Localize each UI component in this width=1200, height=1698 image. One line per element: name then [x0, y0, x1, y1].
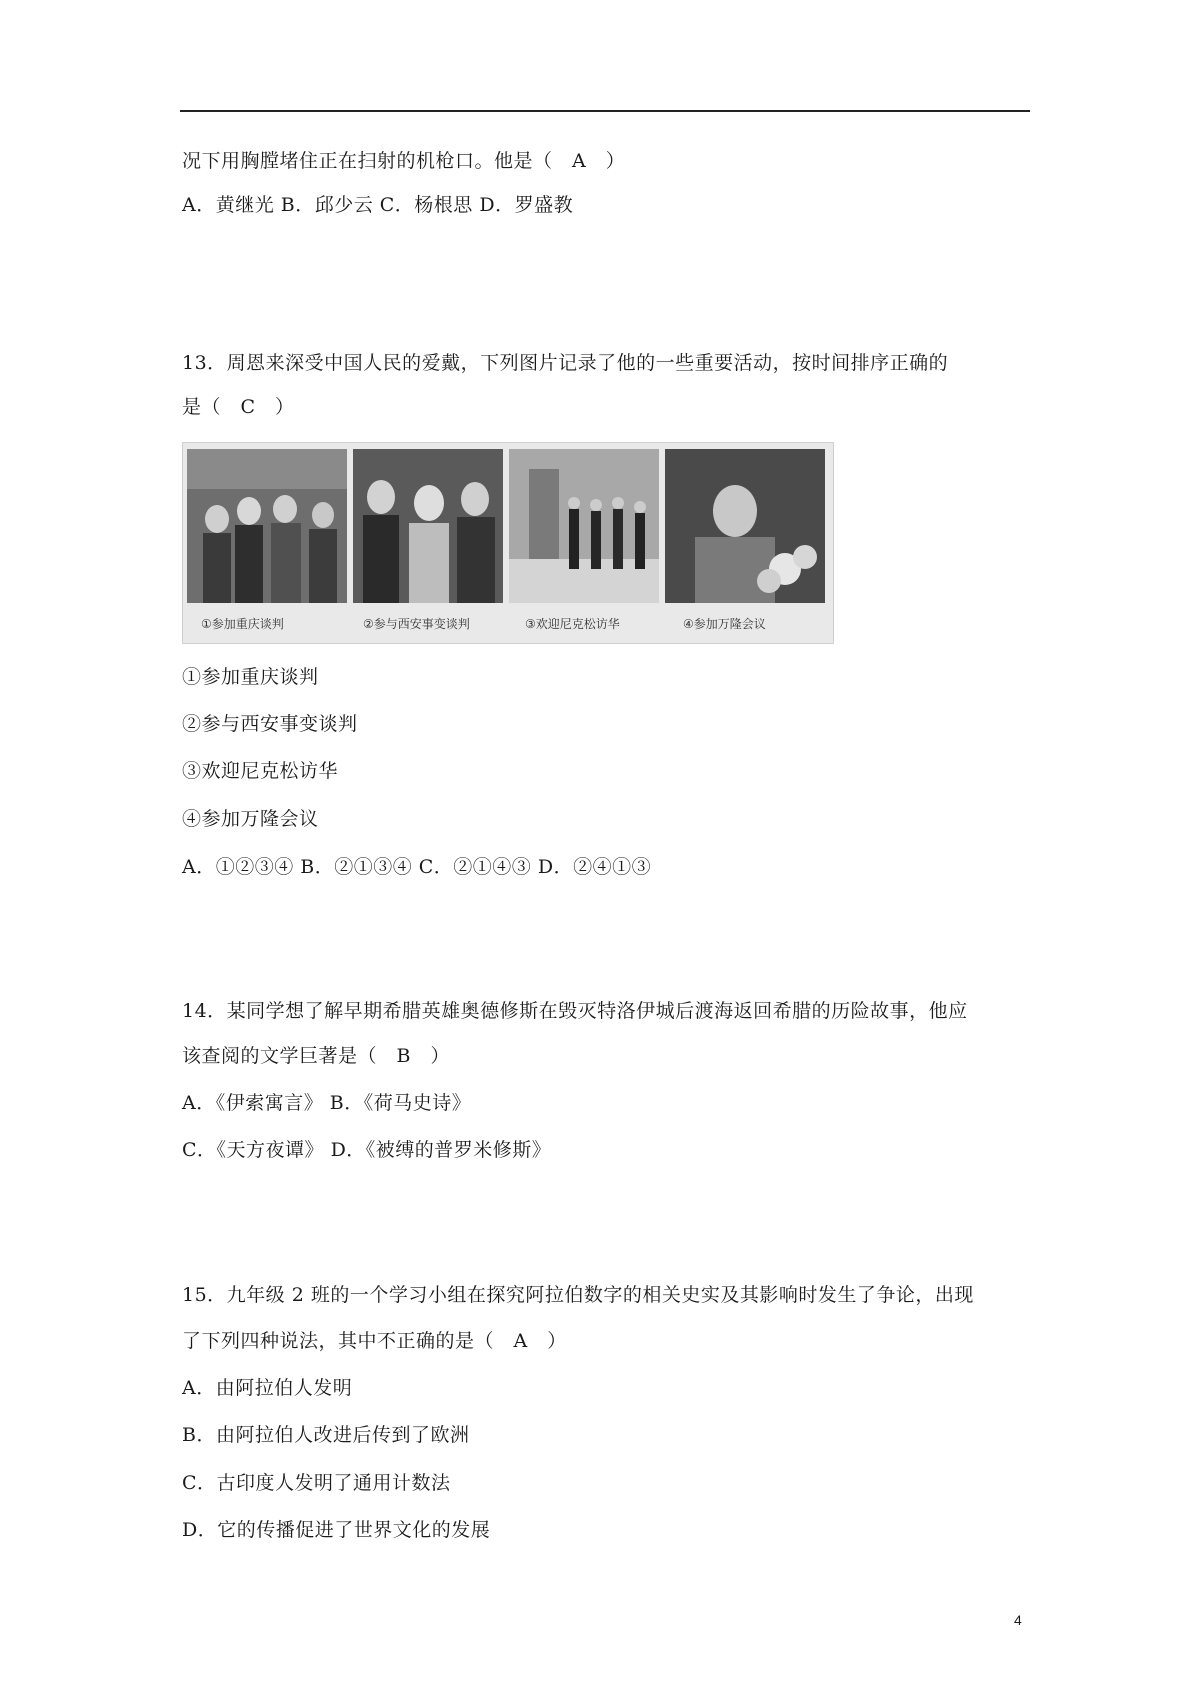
header-rule	[180, 110, 1030, 112]
q13-item-1: ①参加重庆谈判	[182, 666, 319, 688]
photo-chongqing-negotiation	[187, 449, 347, 603]
photo-caption-3: ③欢迎尼克松访华	[525, 617, 620, 631]
q13-item-4: ④参加万隆会议	[182, 808, 319, 830]
q13-item-3: ③欢迎尼克松访华	[182, 760, 339, 782]
q15-stem-line1: 15．九年级 2 班的一个学习小组在探究阿拉伯数字的相关史实及其影响时发生了争论，出现	[182, 1284, 974, 1306]
photo-xian-incident	[353, 449, 503, 603]
q13-options: A．①②③④ B．②①③④ C．②①④③ D．②④①③	[182, 856, 652, 878]
q13-stem-line2: 是（ C ）	[182, 396, 295, 418]
photo-caption-4: ④参加万隆会议	[683, 617, 766, 631]
photo-caption-1: ①参加重庆谈判	[201, 617, 284, 631]
photo-bandung-conference	[665, 449, 825, 603]
q15-option-c: C．古印度人发明了通用计数法	[182, 1472, 451, 1494]
q15-option-d: D．它的传播促进了世界文化的发展	[182, 1519, 491, 1541]
q15-option-a: A．由阿拉伯人发明	[182, 1377, 353, 1399]
page-number: 4	[1014, 1612, 1022, 1628]
q12-options: A．黄继光 B．邱少云 C．杨根思 D．罗盛教	[182, 194, 574, 216]
q15-option-b: B．由阿拉伯人改进后传到了欧洲	[182, 1424, 470, 1446]
q13-item-2: ②参与西安事变谈判	[182, 713, 358, 735]
photo-caption-2: ②参与西安事变谈判	[363, 617, 470, 631]
photo-nixon-visit	[509, 449, 659, 603]
q12-stem-tail: 况下用胸膛堵住正在扫射的机枪口。他是（ A ）	[182, 150, 626, 172]
q14-stem-line1: 14．某同学想了解早期希腊英雄奥德修斯在毁灭特洛伊城后渡海返回希腊的历险故事，他应	[182, 1000, 968, 1022]
q14-options-line1: A．《伊索寓言》 B．《荷马史诗》	[182, 1092, 472, 1114]
q13-stem-line1: 13．周恩来深受中国人民的爱戴，下列图片记录了他的一些重要活动，按时间排序正确的	[182, 352, 949, 374]
q15-stem-line2: 了下列四种说法，其中不正确的是（ A ）	[182, 1330, 567, 1352]
q14-stem-line2: 该查阅的文学巨著是（ B ）	[182, 1045, 450, 1067]
q13-photo-strip	[182, 442, 834, 644]
q14-options-line2: C．《天方夜谭》 D．《被缚的普罗米修斯》	[182, 1139, 552, 1161]
